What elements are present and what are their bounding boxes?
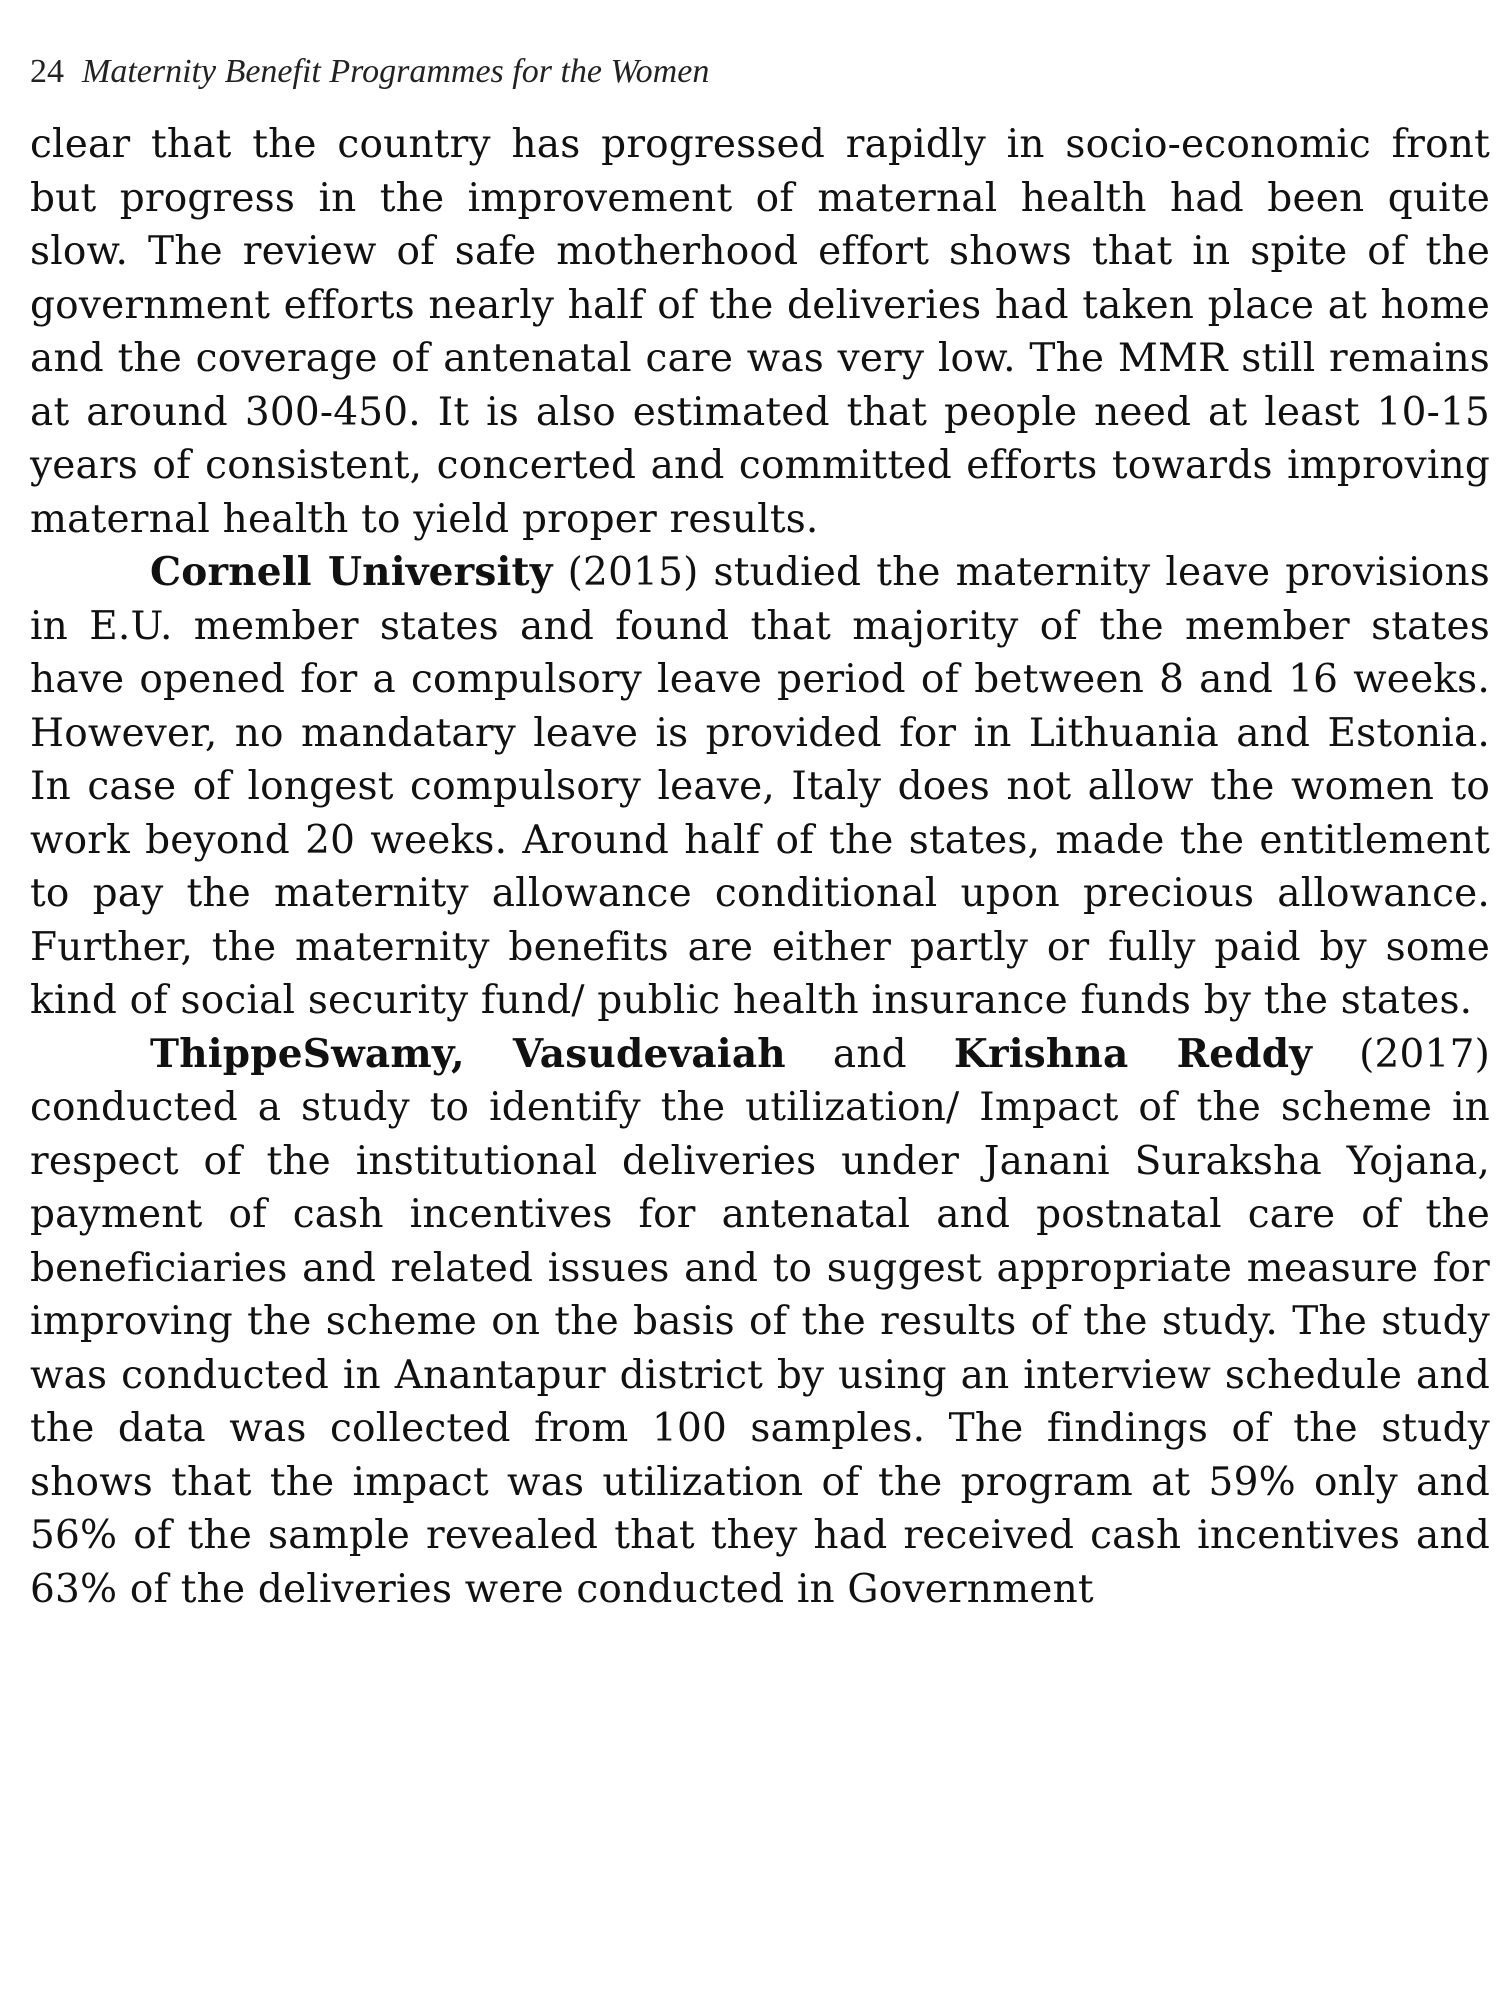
book-title: Maternity Benefit Programmes for the Women [82, 53, 710, 90]
citation-author: Krishna Reddy [953, 1030, 1313, 1077]
conjunction-text: and [785, 1031, 954, 1077]
paragraph-text: (2015) studied the maternity leave provisions in E.U. member states and found that majority of the member states have opened for a compulsory leave period of between 8 and 16 weeks. However, no mandatary leave is provided for in Lithuania and Estonia. In case of longest compulsory leave, Italy does not allow the women to work beyond 20 weeks. Around half of the states, made the entitlement to pay the maternity allowance conditional upon precious allowance. Further, the maternity benefits are either partly or fully paid by some kind of social security fund/ public health insurance funds by the states. [30, 550, 1490, 1023]
body-text [30, 118, 1490, 1616]
paragraph-text: (2017) conducted a study to identify the utilization/ Impact of the scheme in respect of the institutional deliveries under Janani Suraksha Yojana, payment of cash incentives for antenatal and postnatal care of the beneficiaries and related issues and to suggest appropriate measure for improving the scheme on the basis of the results of the study. The study was conducted in Anantapur district by using an interview schedule and the data was collected from 100 samples. The findings of the study shows that the impact was utilization of the program at 59% only and 56% of the sample revealed that they had received cash incentives and 63% of the deliveries were conducted in Government [30, 1031, 1491, 1612]
book-page [30, 52, 1490, 1616]
citation-author: ThippeSwamy, Vasudevaiah [150, 1030, 786, 1077]
running-header [30, 52, 1490, 92]
paragraph-cornell [30, 546, 1490, 1028]
paragraph-continued: clear that the country has progressed rapidly in socio-economic front but progress in the improvement of maternal health had been quite slow. The review of safe motherhood effort shows that in spite of the government efforts nearly half of the deliveries had taken place at home and the coverage of antenatal care was very low. The MMR still remains at around 300-450. It is also estimated that people need at least 10-15 years of consistent, concerted and committed efforts towards improving maternal health to yield proper results. [30, 122, 1490, 542]
page-number: 24 [30, 53, 64, 90]
paragraph-thippeswamy [30, 1028, 1490, 1617]
citation-author: Cornell University [150, 549, 553, 595]
